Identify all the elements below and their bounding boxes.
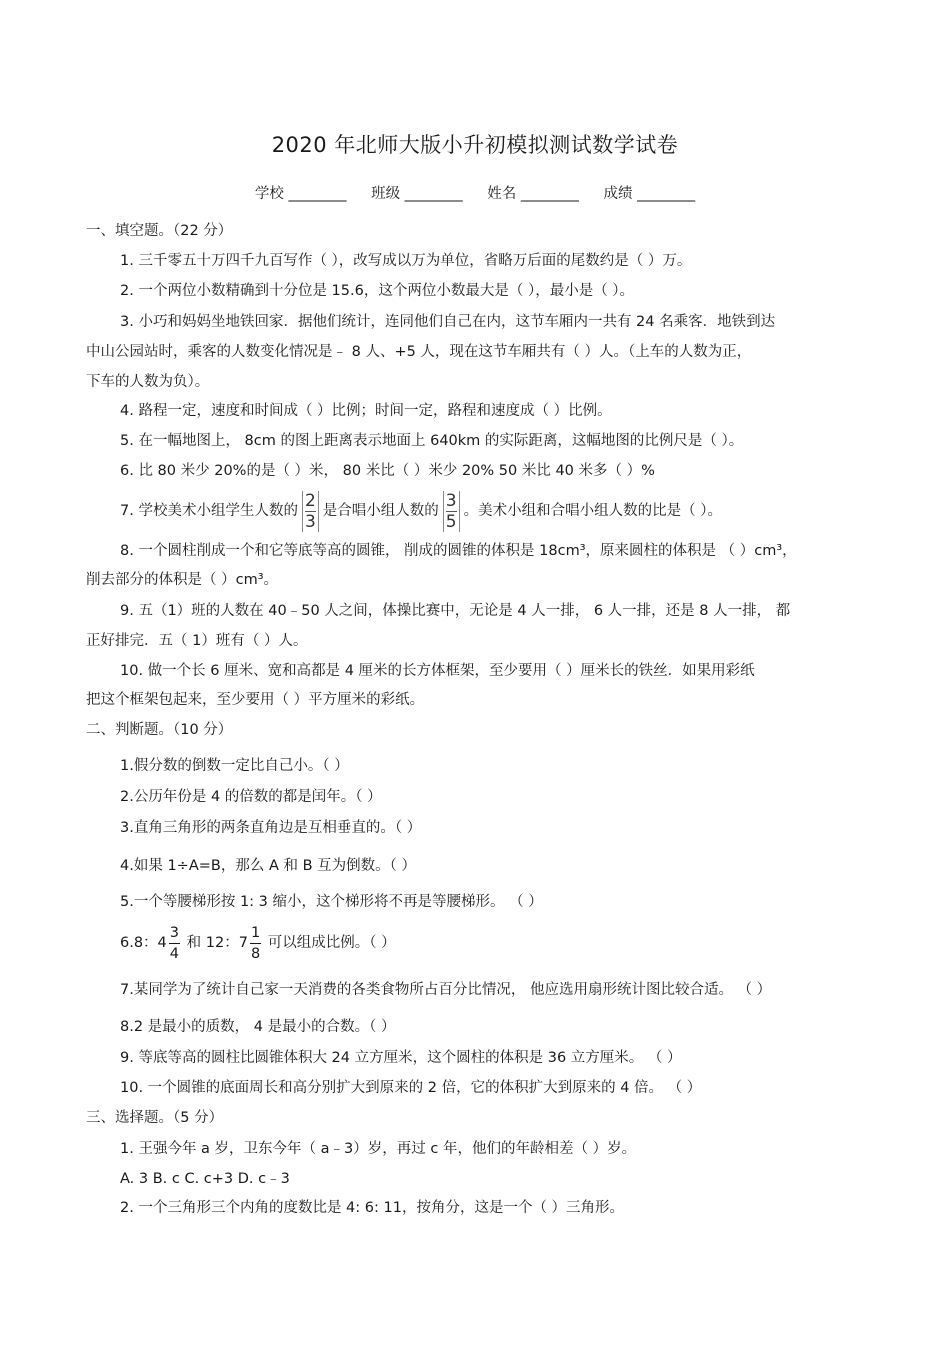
section-3-heading: 三、选择题。（5 分） [86,1110,224,1126]
s2-question-1: 1.假分数的倒数一定比自己小。（ ） [120,758,349,774]
class-field: 班级 ________ [371,186,463,202]
s2-question-2: 2.公历年份是 4 的倍数的都是闰年。（ ） [120,789,382,805]
score-field: 成绩 ________ [603,186,696,202]
s1-question-2: 2. 一个两位小数精确到十分位是 15.6，这个两位小数最大是（ ），最小是（ ）。 [120,283,635,299]
s1-question-3-line-3: 下车的人数为负）。 [86,374,210,390]
fraction-numerator: 3 [169,923,180,944]
s1-question-6: 6. 比 80 米少 20%的是（ ）米， 80 米比（ ）米少 20% 50 米比 40 米多（ ）% [120,463,655,479]
s1-question-5: 5. 在一幅地图上， 8cm 的图上距离表示地面上 640km 的实际距离，这幅地图的比例尺是（ ）。 [120,433,744,449]
s2-question-7: 7.某同学为了统计自己家一天消费的各类食物所占百分比情况， 他应选用扇形统计图比较合适。 （ ） [120,982,772,998]
s1-question-9-line-2: 正好排完．五（ 1）班有（ ）人。 [86,633,308,649]
fraction-denominator: 4 [169,945,180,962]
s3-question-2: 2. 一个三角形三个内角的度数比是 4: 6: 11，按角分，这是一个（ ）三角形。 [120,1200,625,1216]
fraction-numerator: 3 [445,490,457,511]
fraction-two-thirds [302,491,319,532]
s1-question-4: 4. 路程一定，速度和时间成（ ）比例；时间一定，路程和速度成（ ）比例。 [120,403,612,419]
s1-question-3-line-1: 3. 小巧和妈妈坐地铁回家．据他们统计，连同他们自己在内，这节车厢内一共有 24 名乘客．地铁到达 [120,314,776,330]
s3-question-1-options: A. 3 B. c C. c+3 D. c﹣3 [120,1171,290,1187]
fraction-denominator: 8 [250,945,261,962]
s1-question-1: 1. 三千零五十万四千九百写作（ ），改写成以万为单位，省略万后面的尾数约是（ ）万。 [120,253,692,269]
fraction-numerator: 1 [250,923,261,944]
s2-question-4: 4.如果 1÷A=B，那么 A 和 B 互为倒数。（ ） [120,858,416,874]
s1-question-3-line-2: 中山公园站时，乘客的人数变化情况是﹣ 8 人、+5 人，现在这节车厢共有（ ）人。（上车的人数为正， [86,344,752,360]
name-field: 姓名 ________ [487,186,579,202]
section-1-heading: 一、填空题。（22 分） [86,223,233,239]
s2-question-3: 3.直角三角形的两条直角边是互相垂直的。（ ） [120,820,422,836]
q7-text-end: 。美术小组和合唱小组人数的比是（ ）。 [463,503,722,519]
school-field: 学校 ________ [254,186,347,202]
fraction-one-eighth [250,923,261,964]
fraction-denominator: 3 [304,511,316,532]
s1-question-7 [120,488,722,534]
s2-question-8: 8.2 是最小的质数， 4 是最小的合数。（ ） [120,1019,396,1035]
s2-question-6 [120,922,396,964]
q6-text-start: 6.8：4 [120,935,167,951]
s2-question-5: 5.一个等腰梯形按 1: 3 缩小，这个梯形将不再是等腰梯形。 （ ） [120,894,543,910]
section-2-heading: 二、判断题。（10 分） [86,722,233,738]
s1-question-8-line-2: 削去部分的体积是（ ）cm³。 [86,572,279,588]
q6-text-end: 可以组成比例。（ ） [263,935,396,951]
s1-question-9-line-1: 9. 五（1）班的人数在 40﹣50 人之间，体操比赛中，无论是 4 人一排， 6 人一排，还是 8 人一排， 都 [120,603,791,619]
q7-text-middle: 是合唱小组人数的 [322,503,439,519]
s1-question-10-line-1: 10. 做一个长 6 厘米、宽和高都是 4 厘米的长方体框架，至少要用（ ）厘米长的铁丝．如果用彩纸 [120,663,755,679]
q6-text-middle: 和 12：7 [182,935,248,951]
s2-question-9: 9. 等底等高的圆柱比圆锥体积大 24 立方厘米，这个圆柱的体积是 36 立方厘米。 （ ） [120,1050,682,1066]
fraction-three-fifths [443,491,460,532]
fraction-three-quarters [169,923,180,964]
fraction-numerator: 2 [304,490,316,511]
student-info-line [0,184,950,204]
page-title: 2020 年北师大版小升初模拟测试数学试卷 [271,133,679,157]
s3-question-1: 1. 王强今年 a 岁，卫东今年（ a﹣3）岁，再过 c 年，他们的年龄相差（ ）岁。 [120,1141,637,1157]
s1-question-10-line-2: 把这个框架包起来，至少要用（ ）平方厘米的彩纸。 [86,692,425,708]
s1-question-8-line-1: 8. 一个圆柱削成一个和它等底等高的圆锥， 削成的圆锥的体积是 18cm³，原来圆柱的体积是 （ ）cm³， [120,543,797,559]
q7-text-start: 7. 学校美术小组学生人数的 [120,503,298,519]
fraction-denominator: 5 [445,511,457,532]
s2-question-10: 10. 一个圆锥的底面周长和高分别扩大到原来的 2 倍，它的体积扩大到原来的 4 倍。 （ ） [120,1080,702,1096]
